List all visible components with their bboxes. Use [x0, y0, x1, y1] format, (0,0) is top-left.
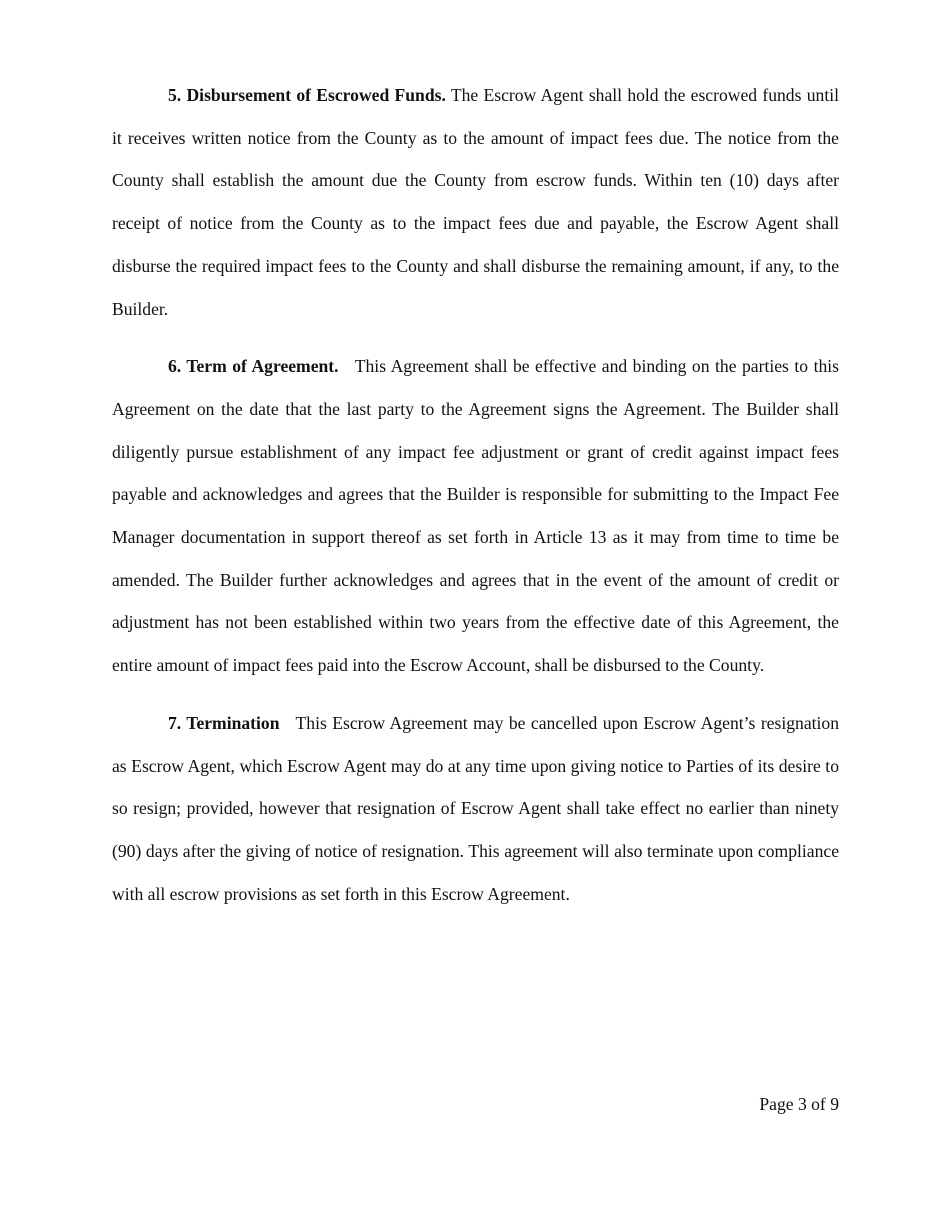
section-text: This Escrow Agreement may be cancelled upon Escrow Agent’s resignation as Escrow Agent, which Escrow Agent may do at any time upon giving notice to Parties of its desire to so resign; provided, however that resignation of Escrow Agent shall take effect no earlier than ninety (90) days after the giving of notice of resignation. This agreement will also terminate upon compliance with all escrow provisions as set forth in this Escrow Agreement.: [112, 712, 839, 904]
section-text: This Agreement shall be effective and binding on the parties to this Agreement on the date that the last party to the Agreement signs the Agreement. The Builder shall diligently pursue establishment of any impact fee adjustment or grant of credit against impact fees payable and acknowledges and agrees that the Builder is responsible for submitting to the Impact Fee Manager documentation in support thereof as set forth in Article 13 as it may from time to time be amended. The Builder further acknowledges and agrees that in the event of the amount of credit or adjustment has not been established within two years from the effective date of this Agreement, the entire amount of impact fees paid into the Escrow Account, shall be disbursed to the County.: [112, 356, 839, 676]
section-disbursement: [112, 74, 839, 330]
section-term-of-agreement: [112, 345, 839, 687]
section-heading: 5. Disbursement of Escrowed Funds.: [168, 85, 446, 105]
section-text: The Escrow Agent shall hold the escrowed funds until it receives written notice from the County as to the amount of impact fees due. The notice from the County shall establish the amount due the County from escrow funds. Within ten (10) days after receipt of notice from the County as to the impact fees due and payable, the Escrow Agent shall disburse the required impact fees to the County and shall disburse the remaining amount, if any, to the Builder.: [112, 85, 839, 319]
page-number: Page 3 of 9: [759, 1094, 839, 1114]
section-heading: 7. Termination: [168, 712, 280, 733]
section-heading: 6. Term of Agreement.: [168, 356, 339, 377]
document-body: [112, 74, 839, 930]
section-termination: [112, 702, 839, 916]
